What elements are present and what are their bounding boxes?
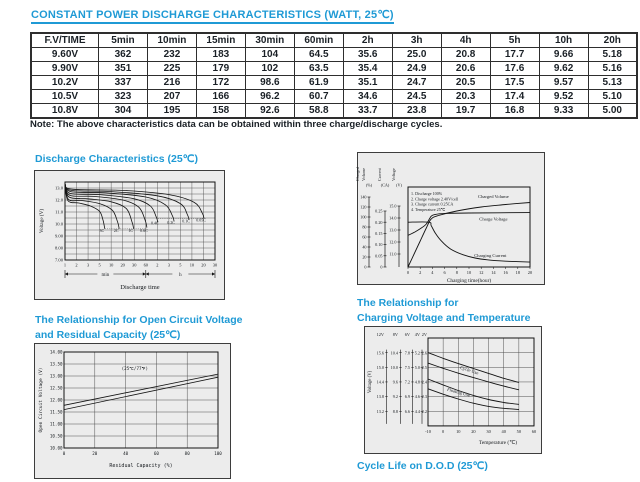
- heading-temp-line2: Charging Voltage and Temperature: [357, 312, 531, 324]
- svg-text:18: 18: [515, 270, 520, 275]
- svg-text:10.0: 10.0: [54, 221, 63, 227]
- x-axis-labels: [425, 429, 537, 446]
- svg-text:15.0: 15.0: [389, 203, 397, 209]
- table-cell: 58.8: [294, 104, 343, 119]
- left-axes: [355, 166, 403, 270]
- table-row: [31, 62, 637, 76]
- table-cell: 104: [245, 48, 294, 62]
- svg-text:8: 8: [455, 270, 458, 275]
- svg-text:30: 30: [486, 428, 491, 434]
- table-cell: 172: [196, 76, 245, 90]
- discharge-curves: [65, 184, 206, 233]
- svg-text:0.4C: 0.4C: [151, 220, 159, 226]
- svg-text:10: 10: [456, 428, 461, 434]
- svg-text:12V: 12V: [376, 332, 384, 337]
- svg-text:20: 20: [527, 270, 533, 275]
- table-cell: 20.3: [441, 90, 490, 104]
- svg-text:6.9: 6.9: [404, 394, 410, 400]
- svg-text:Open Circuit Voltage (V): Open Circuit Voltage (V): [39, 367, 44, 433]
- time-unit-brackets: [65, 270, 215, 291]
- svg-text:2V: 2V: [421, 332, 427, 337]
- table-row: [31, 90, 637, 104]
- svg-text:0.05C: 0.05C: [196, 217, 206, 223]
- svg-text:Charged Volume: Charged Volume: [478, 194, 509, 199]
- table-cell: 9.52: [539, 90, 588, 104]
- svg-text:100: 100: [214, 451, 222, 456]
- svg-text:3. Charge current 0.25CA: 3. Charge current 0.25CA: [411, 201, 454, 207]
- svg-text:3: 3: [86, 262, 90, 268]
- svg-text:0.1C: 0.1C: [182, 218, 190, 224]
- svg-text:2. Charge voltage 2.40V/cell: 2. Charge voltage 2.40V/cell: [411, 196, 459, 202]
- table-cell: 20.6: [441, 62, 490, 76]
- table-cell: 158: [196, 104, 245, 119]
- svg-text:60: 60: [362, 234, 367, 240]
- svg-text:6V: 6V: [404, 332, 410, 337]
- svg-text:5.0: 5.0: [414, 364, 420, 370]
- svg-text:40: 40: [501, 428, 506, 434]
- svg-text:0.25: 0.25: [375, 208, 383, 214]
- svg-text:9.2: 9.2: [392, 394, 398, 400]
- svg-text:9.00: 9.00: [54, 233, 63, 239]
- table-cell: 195: [147, 104, 196, 119]
- table-cell: 96.2: [245, 90, 294, 104]
- svg-text:10.0: 10.0: [390, 364, 398, 370]
- svg-text:(25℃/77℉): (25℃/77℉): [121, 366, 149, 371]
- svg-text:0.05: 0.05: [375, 253, 383, 259]
- svg-text:4.4: 4.4: [414, 408, 420, 414]
- svg-text:Discharge time: Discharge time: [120, 284, 160, 291]
- svg-text:min: min: [101, 272, 110, 278]
- svg-text:5: 5: [98, 262, 101, 268]
- table-cell: 9.66: [539, 48, 588, 62]
- table-cell: 20.8: [441, 48, 490, 62]
- svg-text:2: 2: [75, 262, 78, 268]
- svg-text:3: 3: [167, 262, 170, 268]
- table-cell: 35.4: [343, 62, 392, 76]
- svg-text:13.00: 13.00: [49, 373, 63, 379]
- charging-voltage-temperature-chart: [364, 326, 542, 454]
- table-cell: 362: [99, 48, 148, 62]
- table-cell: 216: [147, 76, 196, 90]
- svg-text:10: 10: [108, 262, 114, 268]
- svg-text:2.2: 2.2: [421, 408, 427, 414]
- svg-text:40: 40: [362, 244, 367, 250]
- table-cell: 351: [99, 62, 148, 76]
- svg-text:1. Discharge 100%: 1. Discharge 100%: [411, 191, 443, 196]
- row-header: 10.2V: [31, 76, 99, 90]
- svg-text:Charge Voltage: Charge Voltage: [479, 216, 508, 222]
- table-note: Note: The above characteristics data can be obtained within three charge/discharge cycles.: [30, 119, 443, 130]
- column-header: 3h: [392, 33, 441, 48]
- svg-text:10.50: 10.50: [49, 433, 63, 439]
- svg-text:0.20: 0.20: [375, 219, 383, 225]
- svg-text:20: 20: [201, 262, 206, 268]
- svg-text:40: 40: [123, 451, 129, 456]
- table-cell: 16.8: [490, 104, 539, 119]
- svg-text:10.4: 10.4: [390, 350, 398, 356]
- svg-text:3C: 3C: [99, 228, 105, 234]
- svg-text:4: 4: [431, 270, 434, 275]
- svg-text:11.50: 11.50: [49, 409, 63, 415]
- svg-text:30: 30: [212, 262, 218, 268]
- svg-text:2C: 2C: [113, 228, 119, 234]
- svg-text:Current: Current: [377, 168, 382, 181]
- svg-text:8V: 8V: [392, 332, 398, 337]
- svg-text:4.8: 4.8: [414, 379, 420, 385]
- svg-text:13.8: 13.8: [376, 394, 384, 400]
- svg-text:10: 10: [189, 262, 195, 268]
- column-header: 5min: [99, 33, 148, 48]
- svg-text:80: 80: [184, 451, 190, 456]
- table-cell: 166: [196, 90, 245, 104]
- table-cell: 5.16: [588, 62, 637, 76]
- table-cell: 207: [147, 90, 196, 104]
- svg-text:0: 0: [62, 451, 66, 456]
- table-cell: 9.33: [539, 104, 588, 119]
- y-axis-labels: [38, 350, 63, 451]
- svg-text:16: 16: [503, 270, 508, 275]
- svg-text:4.6: 4.6: [414, 394, 420, 400]
- voltage-scales: [368, 332, 428, 424]
- table-cell: 17.7: [490, 48, 539, 62]
- svg-text:-10: -10: [425, 428, 431, 434]
- svg-text:13.0: 13.0: [54, 185, 63, 191]
- ocv-residual-capacity-chart: [34, 343, 231, 479]
- svg-text:2.4: 2.4: [421, 379, 427, 385]
- x-axis-labels: [64, 263, 218, 268]
- svg-text:20: 20: [120, 262, 125, 268]
- table-cell: 34.6: [343, 90, 392, 104]
- table-cell: 64.5: [294, 48, 343, 62]
- svg-text:0: 0: [380, 264, 383, 270]
- column-header: 5h: [490, 33, 539, 48]
- table-cell: 20.5: [441, 76, 490, 90]
- svg-text:0.2C: 0.2C: [167, 219, 175, 225]
- column-header: 10min: [147, 33, 196, 48]
- svg-text:8.00: 8.00: [54, 245, 63, 251]
- table-row: [31, 48, 637, 62]
- table-cell: 92.6: [245, 104, 294, 119]
- table-cell: 17.5: [490, 76, 539, 90]
- row-header: 9.60V: [31, 48, 99, 62]
- svg-text:5: 5: [179, 262, 182, 268]
- svg-text:2: 2: [419, 270, 422, 275]
- column-header: 15min: [196, 33, 245, 48]
- table-cell: 19.7: [441, 104, 490, 119]
- svg-text:14.0: 14.0: [389, 215, 397, 221]
- column-header: 4h: [441, 33, 490, 48]
- svg-text:60: 60: [143, 262, 148, 268]
- svg-text:0: 0: [442, 428, 445, 434]
- svg-text:100: 100: [360, 214, 367, 220]
- svg-text:120: 120: [360, 204, 367, 210]
- svg-text:8.8: 8.8: [392, 408, 398, 414]
- heading-charging-voltage-temp: [357, 296, 530, 326]
- heading-discharge-characteristics: Discharge Characteristics (25℃): [35, 153, 198, 165]
- svg-text:14.00: 14.00: [49, 349, 63, 355]
- svg-text:10: 10: [466, 270, 472, 275]
- table-cell: 232: [147, 48, 196, 62]
- svg-text:(%): (%): [365, 182, 373, 188]
- svg-text:12.0: 12.0: [54, 197, 63, 203]
- table-cell: 225: [147, 62, 196, 76]
- discharge-characteristics-chart: [34, 170, 225, 300]
- svg-text:7.5: 7.5: [404, 364, 410, 370]
- y-axis-labels: [38, 186, 64, 263]
- table-cell: 5.18: [588, 48, 637, 62]
- svg-text:0.6C: 0.6C: [140, 228, 148, 234]
- table-cell: 23.8: [392, 104, 441, 119]
- table-cell: 33.7: [343, 104, 392, 119]
- heading-ocv-line1: The Relationship for Open Circuit Voltage: [35, 314, 243, 326]
- column-header: F.V/TIME: [31, 33, 99, 48]
- svg-text:15.0: 15.0: [376, 364, 384, 370]
- svg-text:13.2: 13.2: [376, 408, 384, 414]
- svg-text:12: 12: [479, 270, 484, 275]
- table-cell: 9.62: [539, 62, 588, 76]
- table-cell: 63.5: [294, 62, 343, 76]
- svg-text:Volume: Volume: [361, 168, 366, 181]
- svg-text:4. Temperature 25℃: 4. Temperature 25℃: [411, 206, 446, 212]
- svg-text:2: 2: [156, 262, 159, 268]
- svg-text:60: 60: [531, 428, 537, 434]
- svg-text:1C: 1C: [128, 228, 133, 234]
- table-cell: 25.0: [392, 48, 441, 62]
- table-cell: 323: [99, 90, 148, 104]
- svg-text:15.6: 15.6: [376, 350, 384, 356]
- column-header: 2h: [343, 33, 392, 48]
- svg-text:12.50: 12.50: [49, 385, 63, 391]
- table-cell: 5.13: [588, 76, 637, 90]
- svg-text:13.0: 13.0: [389, 227, 397, 233]
- svg-text:12.00: 12.00: [49, 397, 63, 403]
- svg-text:Residual Capacity (%): Residual Capacity (%): [109, 463, 173, 469]
- svg-text:12.0: 12.0: [389, 239, 397, 245]
- svg-text:Charged: Charged: [355, 166, 360, 181]
- svg-text:9.6: 9.6: [392, 379, 398, 385]
- table-cell: 24.7: [392, 76, 441, 90]
- svg-text:0.10: 0.10: [375, 242, 383, 248]
- table-cell: 5.00: [588, 104, 637, 119]
- table-cell: 24.5: [392, 90, 441, 104]
- table-header-row: [31, 33, 637, 48]
- table-cell: 24.9: [392, 62, 441, 76]
- table-cell: 98.6: [245, 76, 294, 90]
- svg-text:30: 30: [132, 262, 137, 268]
- svg-text:11.0: 11.0: [55, 209, 63, 215]
- svg-text:Voltage (V): Voltage (V): [39, 208, 45, 234]
- heading-ocv: [35, 313, 243, 343]
- table-cell: 179: [196, 62, 245, 76]
- svg-text:Charging time(hour): Charging time(hour): [446, 278, 492, 284]
- svg-text:6.6: 6.6: [404, 408, 410, 414]
- table-cell: 9.57: [539, 76, 588, 90]
- svg-text:Voltage: Voltage: [391, 168, 396, 181]
- heading-cycle-life: Cycle Life on D.O.D (25℃): [357, 460, 488, 472]
- svg-text:Voltage (V): Voltage (V): [368, 370, 373, 394]
- svg-text:Floating Use: Floating Use: [446, 386, 471, 398]
- svg-text:6: 6: [443, 270, 446, 275]
- svg-text:Charging Current: Charging Current: [474, 252, 507, 258]
- svg-text:2.5: 2.5: [421, 364, 427, 370]
- svg-text:1: 1: [63, 262, 67, 268]
- table-cell: 35.1: [343, 76, 392, 90]
- column-header: 60min: [294, 33, 343, 48]
- charging-characteristics-chart: [357, 152, 545, 285]
- svg-text:2.6: 2.6: [421, 350, 427, 356]
- table-row: [31, 76, 637, 90]
- svg-text:0: 0: [406, 270, 410, 275]
- svg-text:7.2: 7.2: [404, 379, 410, 385]
- svg-text:4V: 4V: [414, 332, 420, 337]
- x-axis-labels: [407, 267, 533, 284]
- table-cell: 183: [196, 48, 245, 62]
- column-header: 20h: [588, 33, 637, 48]
- svg-text:14: 14: [491, 270, 496, 275]
- svg-text:20: 20: [471, 428, 476, 434]
- svg-text:7.8: 7.8: [404, 350, 410, 356]
- column-header: 10h: [539, 33, 588, 48]
- svg-text:80: 80: [362, 224, 367, 230]
- svg-text:Cycle Use: Cycle Use: [459, 364, 480, 376]
- row-header: 10.8V: [31, 104, 99, 119]
- svg-text:0: 0: [364, 264, 367, 270]
- svg-text:11.00: 11.00: [49, 421, 63, 427]
- svg-text:20: 20: [92, 451, 98, 456]
- table-row: [31, 104, 637, 119]
- page-title: CONSTANT POWER DISCHARGE CHARACTERISTICS (WATT, 25℃): [31, 8, 394, 24]
- table-cell: 337: [99, 76, 148, 90]
- table-cell: 35.6: [343, 48, 392, 62]
- table-cell: 60.7: [294, 90, 343, 104]
- row-header: 10.5V: [31, 90, 99, 104]
- svg-text:10.00: 10.00: [49, 445, 63, 451]
- svg-text:0.15: 0.15: [375, 231, 383, 236]
- svg-text:50: 50: [516, 428, 522, 434]
- svg-text:60: 60: [153, 451, 159, 456]
- svg-text:140: 140: [360, 194, 367, 200]
- svg-text:(V): (V): [396, 182, 402, 188]
- table-cell: 61.9: [294, 76, 343, 90]
- column-header: 30min: [245, 33, 294, 48]
- x-axis-labels: [63, 451, 223, 469]
- heading-temp-line1: The Relationship for: [357, 297, 459, 309]
- svg-text:7.00: 7.00: [54, 257, 63, 263]
- svg-text:11.0: 11.0: [389, 251, 397, 257]
- table-cell: 102: [245, 62, 294, 76]
- test-conditions-legend: [411, 191, 459, 212]
- svg-text:20: 20: [362, 254, 367, 260]
- svg-text:14.4: 14.4: [376, 379, 384, 385]
- svg-text:Temperature (℃): Temperature (℃): [478, 439, 518, 446]
- constant-power-table: [30, 32, 638, 119]
- table-cell: 17.4: [490, 90, 539, 104]
- table-cell: 5.10: [588, 90, 637, 104]
- svg-text:13.50: 13.50: [49, 361, 63, 367]
- table-cell: 304: [99, 104, 148, 119]
- table-cell: 17.6: [490, 62, 539, 76]
- svg-text:5.2: 5.2: [414, 350, 420, 356]
- heading-ocv-line2: and Residual Capacity (25℃): [35, 329, 181, 341]
- svg-text:2.3: 2.3: [421, 394, 427, 400]
- svg-text:(CA): (CA): [380, 182, 390, 188]
- row-header: 9.90V: [31, 62, 99, 76]
- svg-text:h: h: [179, 272, 182, 278]
